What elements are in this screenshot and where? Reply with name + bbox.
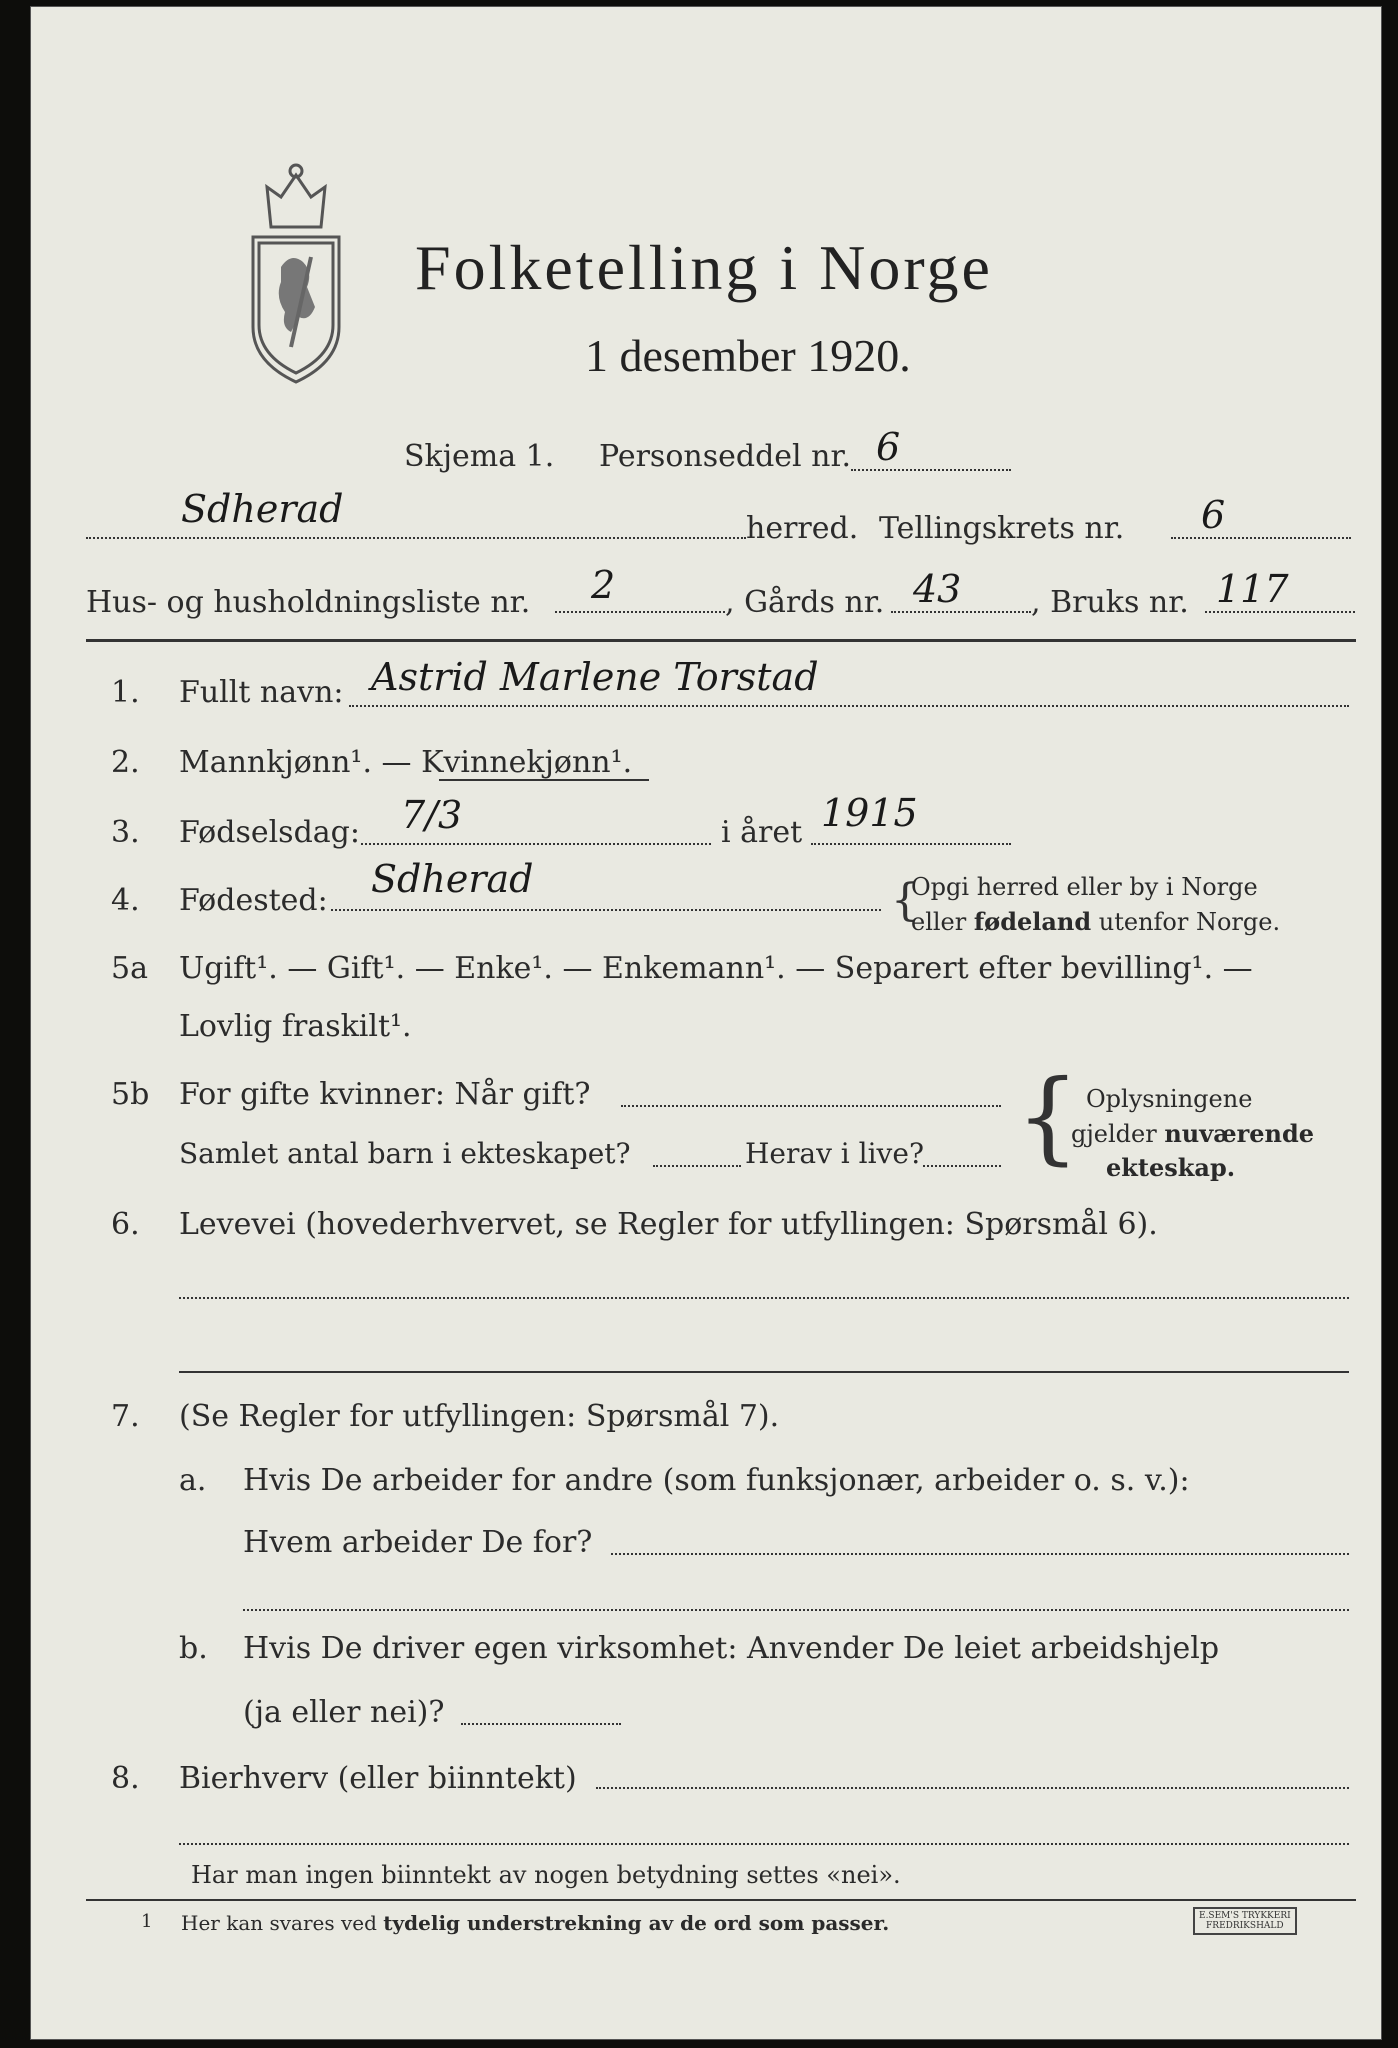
footnote-text: Her kan svares ved tydelig understrekning av de ord som passer. xyxy=(181,1911,890,1935)
form-title: Folketelling i Norge xyxy=(415,232,993,303)
schema-label: Skjema 1. xyxy=(404,439,555,474)
census-date: 1 desember 1920. xyxy=(585,330,911,381)
q7a-letter: a. xyxy=(179,1463,207,1498)
kvinnekjonn-underline xyxy=(439,779,649,781)
q8-label: Bierhverv (eller biinntekt) xyxy=(179,1761,577,1796)
q8-number: 8. xyxy=(111,1761,140,1796)
q8-line2 xyxy=(179,1843,1349,1845)
q6-line1 xyxy=(179,1297,1349,1299)
footnote-marker: 1 xyxy=(141,1911,153,1932)
lovlig-fraskilt-option: Lovlig fraskilt¹. xyxy=(179,1009,412,1044)
q1-number: 1. xyxy=(111,675,140,710)
when-married-line xyxy=(621,1105,1001,1107)
q5b-note-line3: ekteskap. xyxy=(1106,1153,1236,1182)
q4-label: Fødested: xyxy=(179,883,328,918)
personseddel-line xyxy=(851,469,1011,471)
tellingskrets-label: Tellingskrets nr. xyxy=(879,511,1125,546)
year-label: i året xyxy=(721,815,803,850)
q5b-note-line1: Oplysningene xyxy=(1086,1085,1253,1113)
q7-label: (Se Regler for utfyllingen: Spørsmål 7). xyxy=(179,1399,780,1434)
q3-label: Fødselsdag: xyxy=(179,815,360,850)
census-form xyxy=(30,6,1382,2040)
employer-label: Hvem arbeider De for? xyxy=(243,1525,593,1560)
q1-label: Fullt navn: xyxy=(179,675,344,710)
q7a-label: Hvis De arbeider for andre (som funksjonær, arbeider o. s. v.): xyxy=(243,1463,1190,1498)
employer-line xyxy=(611,1553,1349,1555)
q5b-number: 5b xyxy=(111,1077,150,1112)
gards-line xyxy=(891,611,1031,613)
q2-number: 2. xyxy=(111,745,140,780)
q5b-brace: { xyxy=(1016,1058,1080,1175)
herred-value[interactable]: Sdherad xyxy=(181,487,344,531)
hired-help-label: (ja eller nei)? xyxy=(243,1695,445,1730)
gards-label: , Gårds nr. xyxy=(725,585,885,620)
when-married-label: For gifte kvinner: Når gift? xyxy=(179,1077,591,1112)
q4-line xyxy=(331,909,881,911)
gards-value[interactable]: 43 xyxy=(913,567,962,611)
hus-value[interactable]: 2 xyxy=(591,563,616,607)
hus-line xyxy=(555,611,725,613)
full-name-value[interactable]: Astrid Marlene Torstad xyxy=(371,655,819,699)
hus-label: Hus- og husholdningsliste nr. xyxy=(86,585,531,620)
hired-help-line xyxy=(461,1723,621,1725)
q4-brace: { xyxy=(891,875,919,926)
q3-number: 3. xyxy=(111,815,140,850)
q3-line xyxy=(361,843,711,845)
children-alive-label: Herav i live? xyxy=(745,1137,924,1170)
q6-line2 xyxy=(179,1371,1349,1373)
children-count-line xyxy=(653,1165,741,1167)
tellingskrets-line xyxy=(1171,537,1351,539)
personseddel-label: Personseddel nr. xyxy=(599,439,852,474)
children-count-label: Samlet antal barn i ekteskapet? xyxy=(179,1137,631,1170)
q7b-label: Hvis De driver egen virksomhet: Anvender De leiet arbeidshjelp xyxy=(243,1631,1220,1666)
personseddel-value[interactable]: 6 xyxy=(876,425,901,469)
footer-divider xyxy=(86,1899,1356,1901)
herred-label: herred. xyxy=(746,511,859,546)
q4-note-line2: eller fødeland utenfor Norge. xyxy=(911,907,1281,936)
children-alive-line xyxy=(923,1165,1001,1167)
bruks-value[interactable]: 117 xyxy=(1216,567,1289,611)
q4-note-line1: Opgi herred eller by i Norge xyxy=(911,873,1258,901)
footer-note: Har man ingen biinntekt av nogen betydning settes «nei». xyxy=(191,1861,901,1889)
gender-options: Mannkjønn¹. — Kvinnekjønn¹. xyxy=(179,745,633,780)
q1-line xyxy=(349,705,1349,707)
birthday-value[interactable]: 7/3 xyxy=(401,793,463,837)
q7b-letter: b. xyxy=(179,1631,208,1666)
q6-number: 6. xyxy=(111,1207,140,1242)
herred-line xyxy=(86,537,746,539)
marital-status-options: Ugift¹. — Gift¹. — Enke¹. — Enkemann¹. — Separert efter bevilling¹. — xyxy=(179,951,1253,986)
birth-year-value[interactable]: 1915 xyxy=(821,791,918,835)
bruks-label: , Bruks nr. xyxy=(1031,585,1189,620)
birthplace-value[interactable]: Sdherad xyxy=(371,857,534,901)
coat-of-arms-icon xyxy=(241,157,351,387)
year-line xyxy=(811,843,1011,845)
q8-line1 xyxy=(596,1787,1349,1789)
q4-number: 4. xyxy=(111,883,140,918)
q5b-note-line2: gjelder nuværende xyxy=(1071,1119,1315,1148)
q7-number: 7. xyxy=(111,1399,140,1434)
bruks-line xyxy=(1205,611,1355,613)
employer-line2 xyxy=(243,1609,1349,1611)
q5a-number: 5a xyxy=(111,951,148,986)
tellingskrets-value[interactable]: 6 xyxy=(1201,493,1226,537)
header-divider xyxy=(86,639,1356,642)
q6-label: Levevei (hovederhvervet, se Regler for utfyllingen: Spørsmål 6). xyxy=(179,1207,1158,1242)
printer-stamp: E.SEM'S TRYKKERI FREDRIKSHALD xyxy=(1193,1907,1297,1935)
